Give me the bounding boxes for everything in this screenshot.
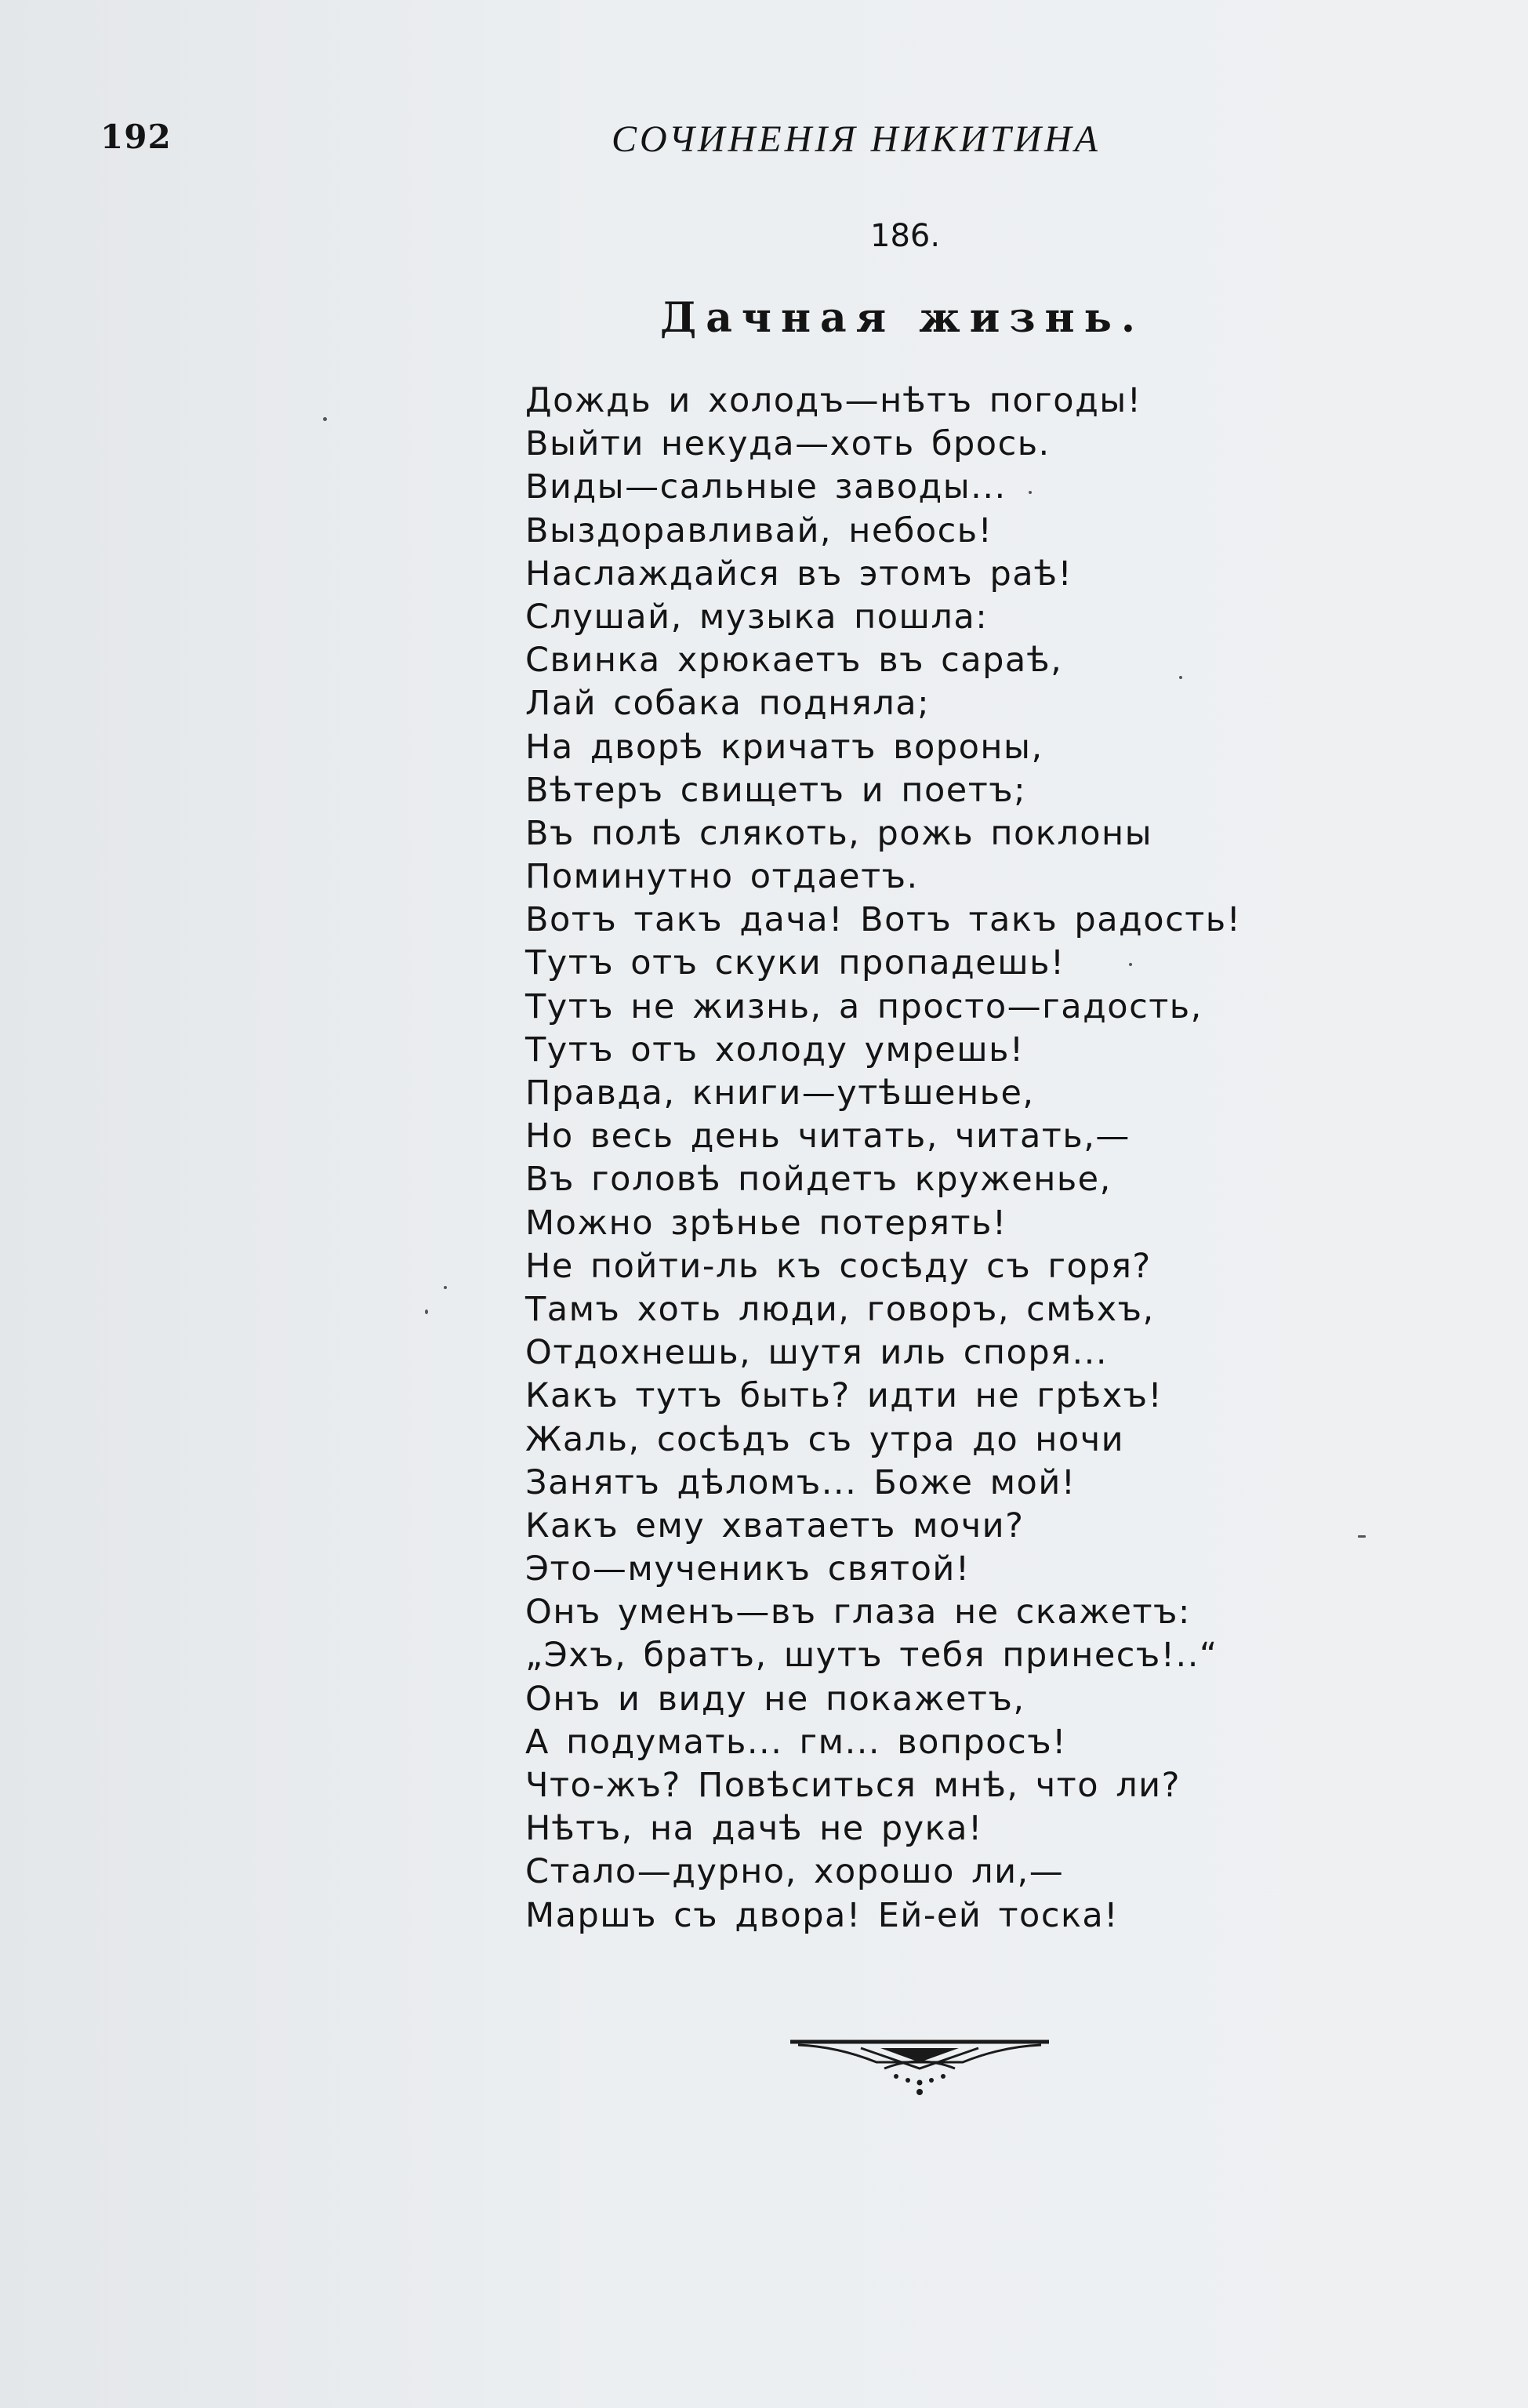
- poem-line: Стало—дурно, хорошо ли,—: [525, 1852, 1065, 1892]
- poem-line: Тутъ не жизнь, а просто—гадость,: [525, 986, 1203, 1026]
- poem-line: Тутъ отъ скуки пропадешь!: [525, 943, 1065, 983]
- poem-line: Виды—сальные заводы...: [525, 467, 1007, 507]
- poem-line: Не пойти-ль къ сосѣду съ горя?: [525, 1246, 1152, 1286]
- poem-line: Отдохнешь, шутя иль споря...: [525, 1333, 1109, 1373]
- poem-line: Вотъ такъ дача! Вотъ такъ радость!: [525, 900, 1242, 940]
- poem-line: Маршъ съ двора! Ей-ей тоска!: [525, 1895, 1120, 1935]
- tailpiece-ornament-icon: [790, 2031, 1049, 2101]
- poem-line: Въ головѣ пойдетъ круженье,: [525, 1160, 1112, 1200]
- poem-line: Это—мученикъ святой!: [525, 1549, 971, 1589]
- poem-line: Тутъ отъ холоду умрешь!: [525, 1030, 1025, 1070]
- poem-line: Слушай, музыка пошла:: [525, 597, 989, 637]
- poem-line: Вѣтеръ свищетъ и поетъ;: [525, 770, 1027, 810]
- poem-line: Выздоравливай, небось!: [525, 510, 993, 550]
- poem-line: Но весь день читать, читать,—: [525, 1117, 1131, 1157]
- poem-line: Можно зрѣнье потерять!: [525, 1203, 1007, 1243]
- poem-body: [525, 380, 1241, 1938]
- poem-line: Въ полѣ слякоть, рожь поклоны: [525, 813, 1153, 853]
- poem-line: На дворѣ кричатъ вороны,: [525, 727, 1043, 767]
- poem-line: А подумать... гм... вопросъ!: [525, 1722, 1067, 1762]
- poem-line: Лай собака подняла;: [525, 684, 931, 724]
- poem-line: Тамъ хоть люди, говоръ, смѣхъ,: [525, 1289, 1155, 1329]
- poem-line: Онъ уменъ—въ глаза не скажетъ:: [525, 1593, 1191, 1633]
- poem-line: Дождь и холодъ—нѣтъ погоды!: [525, 381, 1142, 420]
- paper-speck: [1029, 491, 1032, 494]
- poem-line: Какъ ему хватаетъ мочи?: [525, 1505, 1025, 1545]
- poem-line: Что-жъ? Повѣситься мнѣ, что ли?: [525, 1766, 1181, 1805]
- paper-speck: [444, 1286, 447, 1289]
- poem-line: Жаль, сосѣдъ съ утра до ночи: [525, 1419, 1125, 1459]
- paper-speck: [1179, 676, 1182, 679]
- poem-title: Дачная жизнь.: [660, 294, 1145, 342]
- poem-line: „Эхъ, братъ, шутъ тебя принесъ!..“: [525, 1636, 1218, 1676]
- paper-speck: [1129, 963, 1132, 966]
- poem-number: 186.: [870, 218, 941, 254]
- running-head: СОЧИНЕНІЯ НИКИТИНА: [612, 118, 1101, 160]
- poem-line: Какъ тутъ быть? идти не грѣхъ!: [525, 1376, 1163, 1416]
- paper-speck: [1358, 1535, 1366, 1538]
- poem-line: Занятъ дѣломъ... Боже мой!: [525, 1462, 1076, 1502]
- poem-line: Поминутно отдаетъ.: [525, 857, 919, 897]
- page-number: 192: [100, 118, 172, 156]
- paper-speck: [323, 417, 327, 421]
- paper-speck: [425, 1309, 428, 1314]
- poem-line: Онъ и виду не покажетъ,: [525, 1679, 1025, 1719]
- poem-line: Свинка хрюкаетъ въ сараѣ,: [525, 641, 1063, 681]
- poem-line: Выйти некуда—хоть брось.: [525, 424, 1051, 464]
- poem-line: Правда, книги—утѣшенье,: [525, 1073, 1035, 1113]
- poem-line: Наслаждайся въ этомъ раѣ!: [525, 554, 1073, 594]
- poem-line: Нѣтъ, на дачѣ не рука!: [525, 1809, 983, 1849]
